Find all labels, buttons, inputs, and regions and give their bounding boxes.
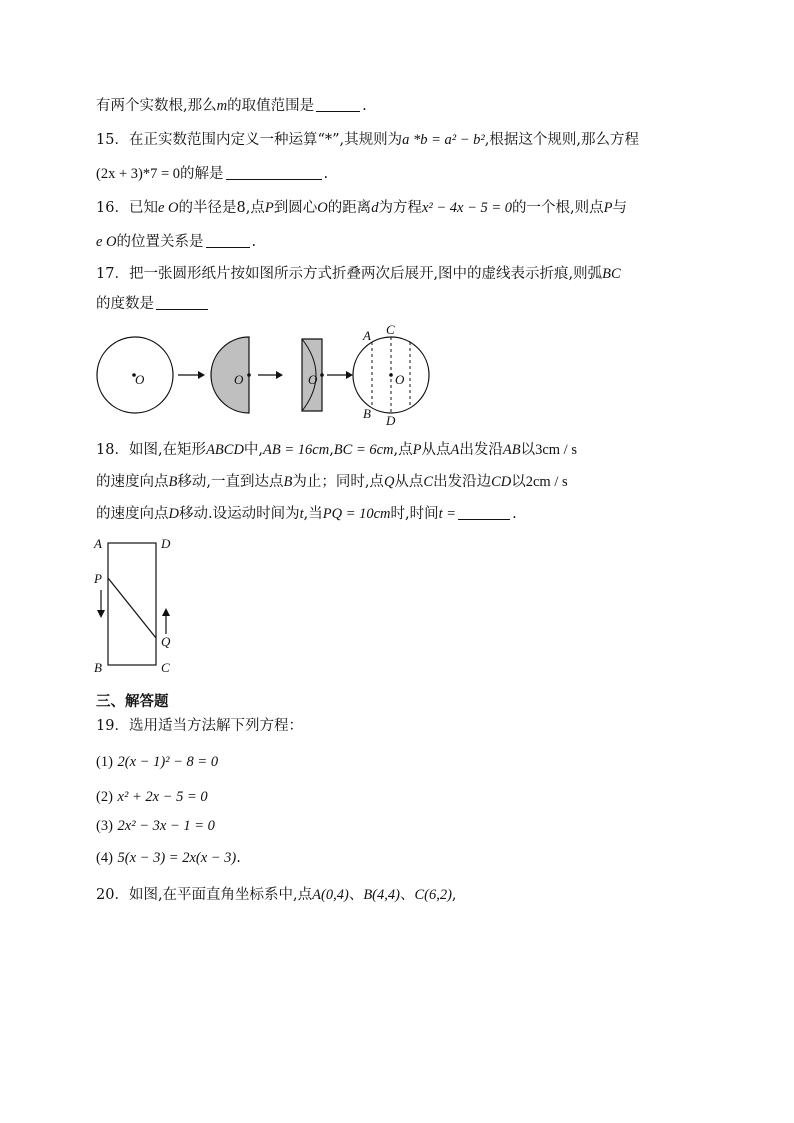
q19-item-2 (96, 787, 208, 807)
q16-var-d: d (371, 200, 379, 216)
q15-text2: ,根据这个规则,那么方程 (484, 132, 639, 148)
q16-point-p: P (264, 200, 274, 216)
fig-label-c: C (386, 322, 395, 337)
fig18-segment-pq (108, 578, 156, 638)
q18-point-b-2: B (283, 474, 293, 490)
q19-number: 19． (96, 718, 129, 734)
q20-sep2: 、 (399, 887, 415, 903)
q17-text2: 的度数是 (96, 296, 154, 312)
q15-answer-blank[interactable] (226, 164, 322, 180)
q19-item-3-equation: 2x² − 3x − 1 = 0 (117, 818, 215, 834)
q19-item-1 (96, 752, 218, 772)
q18-line3 (96, 504, 517, 524)
q15-equation: (2x + 3)*7 = 0 (96, 166, 181, 182)
q18-line1 (96, 440, 577, 460)
fig-label-o-1: O (135, 372, 145, 387)
q14-var-m: m (216, 98, 228, 114)
q18-line3-a: 的速度向点 (96, 506, 169, 522)
section-heading: 三、解答题 (96, 693, 169, 710)
q18-line2 (96, 472, 568, 492)
q18-end: . (512, 506, 517, 522)
q20-sep1: 、 (348, 887, 364, 903)
q15-number: 15． (96, 132, 129, 148)
fig-label-o-2: O (234, 372, 244, 387)
q19-item-4-end: . (236, 850, 241, 866)
q14-text2: 的取值范围是 (227, 98, 315, 114)
q20-point-a: A(0,4) (312, 887, 349, 903)
q18-ab-length: AB = 16cm (263, 442, 330, 458)
q18-point-p: P (412, 442, 422, 458)
fig-label-o-3: O (308, 372, 318, 387)
q18-line2-d: 从点 (394, 474, 424, 490)
q18-point-q: Q (383, 474, 395, 490)
q20-point-b: B(4,4) (363, 887, 400, 903)
q18-text5: 出发沿 (459, 442, 503, 458)
q16-text3: 到圆心 (273, 200, 318, 216)
q16-point-p-2: P (603, 200, 613, 216)
fig-label-a: A (363, 328, 371, 343)
q20-point-c: C(6,2) (414, 887, 452, 903)
q19-item-4-label: (4) (96, 850, 113, 866)
q18-line2-b: 移动,一直到达点 (177, 474, 284, 490)
q19-item-1-label: (1) (96, 754, 113, 770)
q18-speed-q: 2cm / s (525, 474, 568, 490)
q16-text: 已知 (128, 200, 158, 216)
q18-line2-e: 出发沿边 (433, 474, 492, 490)
q16-point-o: O (317, 200, 328, 216)
q16-end: . (251, 234, 257, 250)
q15-line2 (96, 164, 328, 184)
q19-item-3-label: (3) (96, 818, 113, 834)
q20-line1 (96, 885, 457, 905)
q19-item-1-equation: 2(x − 1)² − 8 = 0 (117, 754, 219, 770)
q18-bc-length: BC = 6cm (333, 442, 394, 458)
fig18-label-q: Q (161, 634, 171, 649)
q19-item-2-equation: x² + 2x − 5 = 0 (117, 789, 208, 805)
arrow-up-icon (162, 608, 170, 634)
q16-text6: 的一个根,则点 (512, 200, 604, 216)
fig18-label-p: P (94, 571, 102, 586)
q16-text7: 与 (612, 200, 627, 216)
q17-answer-blank[interactable] (156, 294, 208, 310)
q18-text: 如图,在矩形 (128, 442, 207, 458)
q18-text2: 中, (243, 442, 264, 458)
q18-var-t: t (299, 506, 304, 522)
fig-center-dot-3 (320, 373, 324, 377)
q18-number: 18． (96, 442, 129, 458)
q18-point-b: B (168, 474, 178, 490)
fig-label-b: B (363, 406, 371, 421)
q19-prompt (96, 716, 303, 736)
q18-answer-blank[interactable] (458, 504, 510, 520)
q19-item-2-label: (2) (96, 789, 113, 805)
q19-item-3 (96, 816, 215, 836)
q18-rect-abcd: ABCD (206, 442, 244, 458)
q18-point-a: A (450, 442, 460, 458)
q17-line1 (96, 264, 621, 284)
q20-end: , (451, 887, 457, 903)
arrow-right-icon-1 (178, 371, 205, 379)
q19-item-4-equation: 5(x − 3) = 2x(x − 3) (117, 850, 237, 866)
q16-text4: 的距离 (327, 200, 372, 216)
q17-text: 把一张圆形纸片按如图所示方式折叠两次后展开,图中的虚线表示折痕,则弧 (128, 266, 603, 282)
q14-text: 有两个实数根,那么 (96, 98, 217, 114)
arrow-down-icon (97, 590, 105, 618)
fig-label-d: D (386, 413, 396, 428)
q16-line1 (96, 198, 627, 218)
fig-label-o-4: O (395, 372, 405, 387)
arrow-right-icon-3 (327, 371, 353, 379)
q18-line3-c: ,当 (303, 506, 323, 522)
q18-edge-cd: CD (491, 474, 512, 490)
fig18-label-a: A (94, 536, 102, 551)
q18-sep: , (329, 442, 334, 458)
q16-line2 (96, 232, 256, 252)
q18-line3-d: 时,时间 (390, 506, 439, 522)
q18-line2-a: 的速度向点 (96, 474, 169, 490)
q15-text3: 的解是 (180, 166, 224, 182)
q18-rectangle-figure (90, 530, 190, 678)
q18-line2-f: 以 (511, 474, 526, 490)
fig18-label-b: B (94, 660, 102, 675)
q16-answer-blank[interactable] (206, 232, 250, 248)
q16-text8: 的位置关系是 (116, 234, 204, 250)
q19-text: 选用适当方法解下列方程： (128, 718, 303, 734)
q18-pq-length: PQ = 10cm (322, 506, 391, 522)
q20-text: 如图,在平面直角坐标系中,点 (128, 887, 313, 903)
q17-arc-bc: BC (602, 266, 621, 282)
q18-line3-b: 移动.设运动时间为 (178, 506, 300, 522)
q19-item-4 (96, 848, 241, 868)
q18-edge-ab: AB (502, 442, 521, 458)
q16-circle-symbol-2: e O (96, 234, 117, 250)
q15-rule: a *b = a² − b² (402, 132, 485, 148)
q17-number: 17． (96, 266, 129, 282)
q14-tail-line (96, 96, 367, 116)
q15-text: 在正实数范围内定义一种运算“*”,其规则为 (128, 132, 403, 148)
fig-center-dot-2 (247, 373, 251, 377)
q14-end: . (362, 98, 367, 114)
q18-speed-p: 3cm / s (535, 442, 577, 458)
q18-text6: 以 (520, 442, 536, 458)
q18-point-c: C (423, 474, 434, 490)
q14-answer-blank[interactable] (316, 96, 360, 112)
q15-end: . (323, 166, 329, 182)
q20-number: 20． (96, 887, 129, 903)
q18-point-d: D (168, 506, 179, 522)
q16-equation: x² − 4x − 5 = 0 (421, 200, 513, 216)
fig18-rectangle (108, 543, 156, 665)
q18-text4: 从点 (421, 442, 451, 458)
fig18-label-c: C (161, 660, 170, 675)
q16-text5: 为方程 (378, 200, 422, 216)
q17-line2 (96, 294, 210, 314)
fig18-label-d: D (161, 536, 171, 551)
q16-number: 16． (96, 200, 129, 216)
q16-text2: 的半径是8,点 (178, 200, 265, 216)
fig-center-dot-4 (389, 373, 393, 377)
q18-t-equals: t = (438, 506, 457, 522)
q18-text3: ,点 (393, 442, 413, 458)
q15-line1 (96, 130, 639, 150)
q16-circle-symbol: e O (157, 200, 179, 216)
arrow-right-icon-2 (258, 371, 283, 379)
q18-line2-c: 为止；同时,点 (292, 474, 384, 490)
q17-folding-figure (90, 322, 440, 430)
